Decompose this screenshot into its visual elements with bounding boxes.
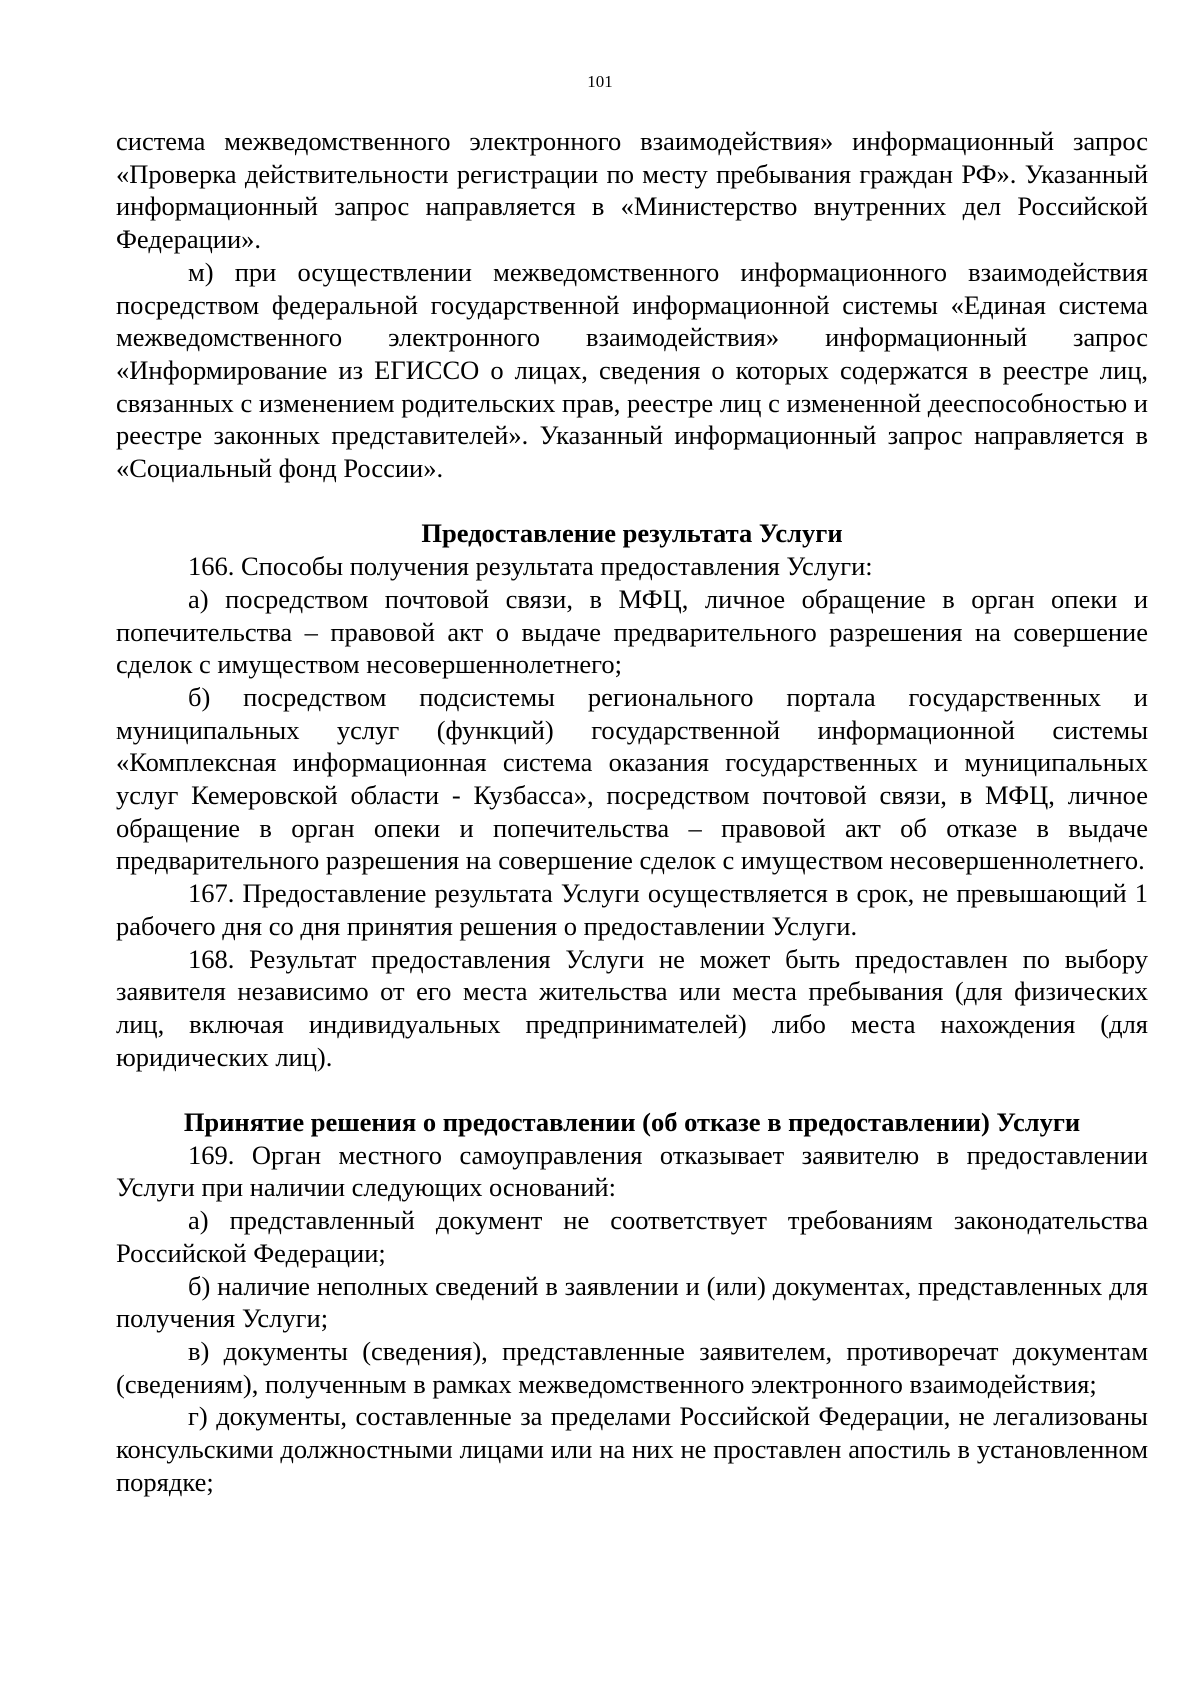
- paragraph-169-a: а) представленный документ не соответствует требованиям законодательства Российской Федерации;: [116, 1205, 1148, 1268]
- document-body: [116, 125, 1148, 1499]
- paragraph-169-g: г) документы, составленные за пределами Российской Федерации, не легализованы консульскими должностными лицами или на них не проставлен апостиль в установленном порядке;: [116, 1401, 1148, 1497]
- paragraph-166-b: б) посредством подсистемы регионального портала государственных и муниципальных услуг (функций) государственной информационной системы «Комплексная информационная система оказания государственных и муниципальных услуг Кемеровской области - Кузбасса», посредством почтовой связи, в МФЦ, личное обращение в орган опеки и попечительства – правовой акт об отказе в выдаче предварительного разрешения на совершение сделок с имуществом несовершеннолетнего.: [116, 681, 1148, 876]
- section-heading-result: Предоставление результата Услуги: [421, 518, 843, 549]
- paragraph-167: 167. Предоставление результата Услуги осуществляется в срок, не превышающий 1 рабочего дня со дня принятия решения о предоставлении Услуги.: [116, 878, 1148, 941]
- paragraph-item-m: м) при осуществлении межведомственного информационного взаимодействия посредством федеральной государственной информационной системы «Единая система межведомственного электронного взаимодействия» информационный запрос «Информирование из ЕГИССО о лицах, сведения о которых содержатся в реестре лиц, связанных с изменением родительских прав, реестре лиц с измененной дееспособностью и реестре законных представителей». Указанный информационный запрос направляется в «Социальный фонд России».: [116, 256, 1148, 484]
- paragraph-169: 169. Орган местного самоуправления отказывает заявителю в предоставлении Услуги при наличии следующих оснований:: [116, 1139, 1148, 1203]
- section-heading-decision: Принятие решения о предоставлении (об отказе в предоставлении) Услуги: [183, 1107, 1081, 1138]
- page-number: 101: [587, 72, 613, 91]
- paragraph-169-v: в) документы (сведения), представленные заявителем, противоречат документам (сведениям), полученным в рамках межведомственного электронного взаимодействия;: [116, 1335, 1148, 1399]
- paragraph-continuation: система межведомственного электронного взаимодействия» информационный запрос «Проверка действительности регистрации по месту пребывания граждан РФ». Указанный информационный запрос направляется в «Министерство внутренних дел Российской Федерации».: [116, 126, 1148, 255]
- paragraph-168: 168. Результат предоставления Услуги не может быть предоставлен по выбору заявителя независимо от его места жительства или места пребывания (для физических лиц, включая индивидуальных предпринимателей) либо места нахождения (для юридических лиц).: [116, 943, 1148, 1072]
- paragraph-166-a: а) посредством почтовой связи, в МФЦ, личное обращение в орган опеки и попечительства – правовой акт о выдаче предварительного разрешения на совершение сделок с имуществом несовершеннолетнего;: [116, 583, 1148, 680]
- paragraph-169-b: б) наличие неполных сведений в заявлении и (или) документах, представленных для получения Услуги;: [116, 1270, 1148, 1334]
- paragraph-166: 166. Способы получения результата предоставления Услуги:: [188, 551, 873, 582]
